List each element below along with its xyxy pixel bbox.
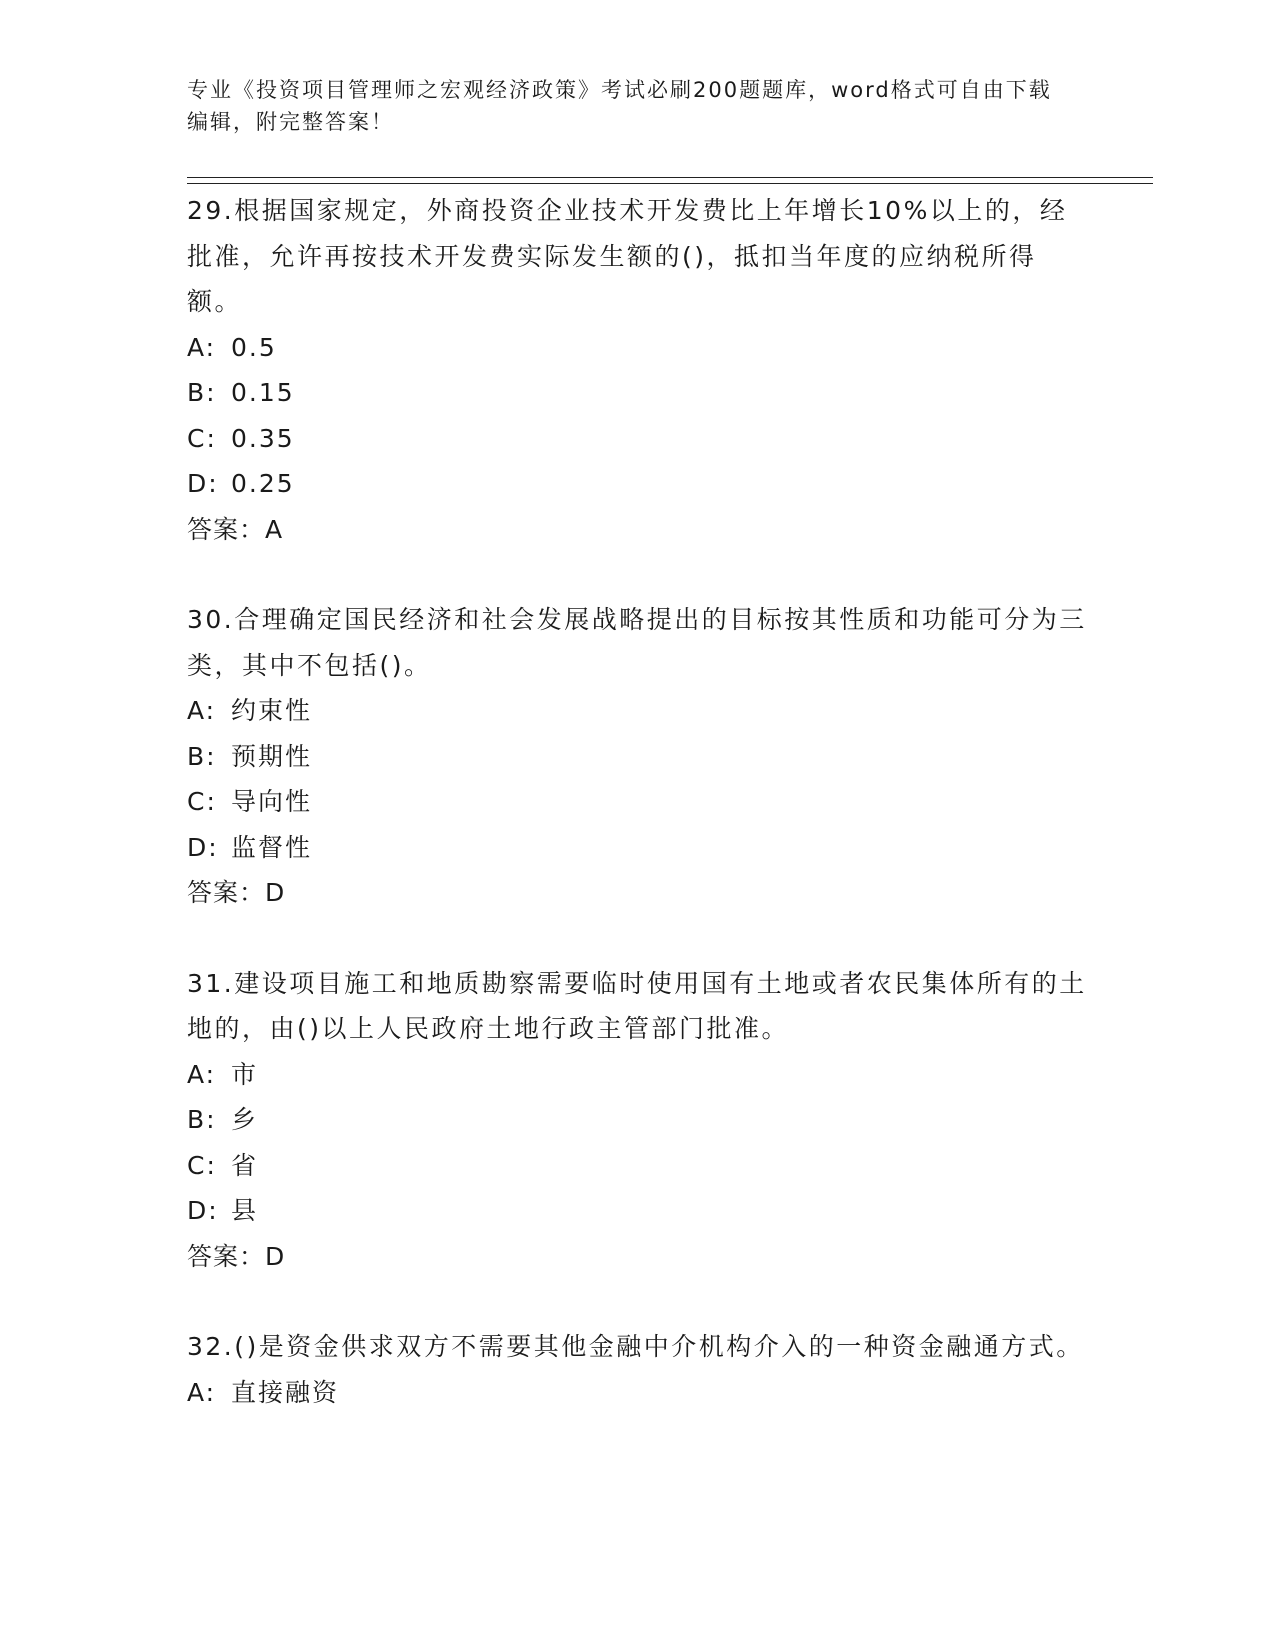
option-b (187, 734, 1087, 780)
option-text: 0.5 (231, 332, 277, 362)
option-key: D: (187, 469, 219, 498)
option-key: A: (187, 332, 217, 362)
option-d (187, 461, 1087, 507)
option-text: 导向性 (231, 787, 313, 816)
option-c (187, 1143, 1087, 1189)
option-b (187, 370, 1087, 416)
question-stem: 31.建设项目施工和地质勘察需要临时使用国有土地或者农民集体所有的土地的，由()以上人民政府土地行政主管部门批准。 (187, 968, 1087, 1043)
option-c (187, 416, 1087, 462)
answer-line: 答案：A (187, 514, 284, 544)
option-text: 监督性 (231, 832, 313, 862)
option-key: A: (187, 696, 217, 725)
answer-line: 答案：D (187, 1241, 286, 1271)
header-rule-bottom (187, 183, 1153, 184)
question-stem: 30.合理确定国民经济和社会发展战略提出的目标按其性质和功能可分为三类，其中不包括()。 (187, 605, 1087, 680)
option-text: 省 (231, 1150, 259, 1180)
question-29 (187, 188, 1087, 552)
option-b (187, 1097, 1087, 1143)
option-text: 0.35 (231, 423, 295, 453)
option-text: 0.15 (231, 378, 295, 407)
option-key: A: (187, 1377, 217, 1407)
question-stem: 32.()是资金供求双方不需要其他金融中介机构介入的一种资金融通方式。 (187, 1332, 1084, 1361)
option-key: C: (187, 423, 217, 453)
option-key: B: (187, 378, 217, 407)
header-rule-top (187, 177, 1153, 178)
option-text: 约束性 (231, 696, 313, 725)
option-a (187, 325, 1087, 371)
question-31 (187, 961, 1087, 1280)
option-key: C: (187, 787, 217, 816)
option-a (187, 688, 1087, 734)
option-text: 市 (231, 1059, 259, 1089)
document-header: 专业《投资项目管理师之宏观经济政策》考试必刷200题题库，word格式可自由下载编辑，附完整答案！ (187, 78, 1052, 134)
option-a (187, 1370, 1087, 1416)
option-d (187, 1188, 1087, 1234)
option-key: B: (187, 1105, 217, 1134)
option-c (187, 779, 1087, 825)
option-text: 乡 (231, 1105, 259, 1134)
option-text: 0.25 (231, 469, 295, 498)
option-text: 预期性 (231, 741, 313, 771)
option-text: 直接融资 (231, 1377, 340, 1407)
question-30 (187, 597, 1087, 916)
answer-line: 答案：D (187, 878, 286, 907)
question-list (187, 188, 1087, 1415)
option-key: D: (187, 1196, 219, 1225)
question-32 (187, 1324, 1087, 1415)
option-text: 县 (231, 1196, 259, 1225)
option-a (187, 1052, 1087, 1098)
question-stem: 29.根据国家规定，外商投资企业技术开发费比上年增长10%以上的，经批准，允许再按技术开发费实际发生额的()，抵扣当年度的应纳税所得额。 (187, 196, 1068, 316)
option-key: D: (187, 832, 219, 862)
option-key: C: (187, 1150, 217, 1180)
option-key: B: (187, 741, 217, 771)
option-key: A: (187, 1059, 217, 1089)
option-d (187, 825, 1087, 871)
